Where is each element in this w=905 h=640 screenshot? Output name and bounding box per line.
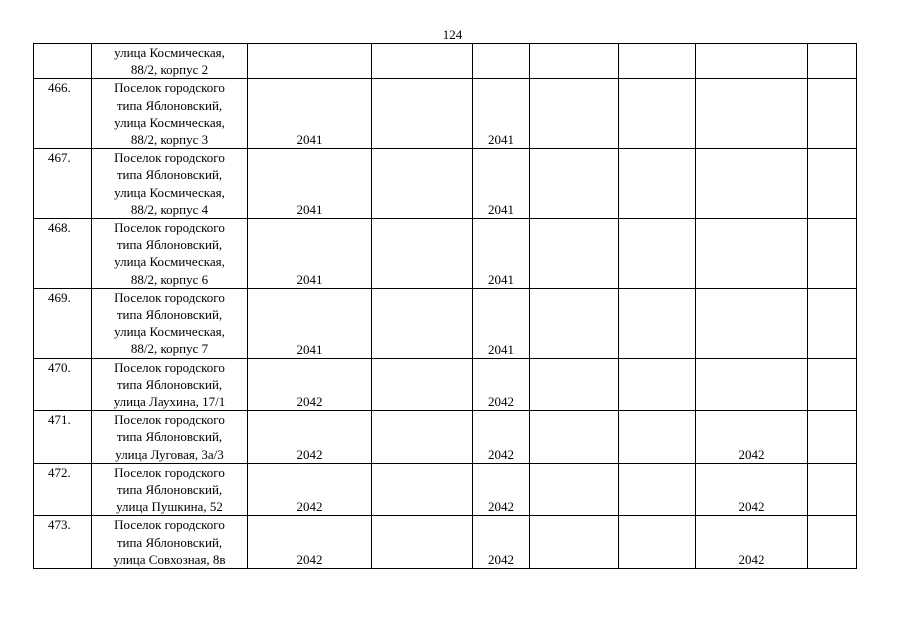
value-cell xyxy=(530,411,619,464)
address-line: Поселок городского xyxy=(114,517,225,533)
value-cell xyxy=(808,358,857,411)
row-number-cell xyxy=(34,44,92,79)
table-row xyxy=(34,516,857,569)
address-line: Поселок городского xyxy=(114,80,225,96)
value-cell xyxy=(530,358,619,411)
address-cell xyxy=(92,79,248,149)
address-line: 88/2, корпус 3 xyxy=(130,132,209,148)
value-cell xyxy=(248,44,372,79)
value-text: 2042 xyxy=(296,499,323,515)
value-text: 2042 xyxy=(296,394,323,410)
address-line: типа Яблоновский, xyxy=(116,97,223,113)
value-cell xyxy=(530,516,619,569)
value-cell xyxy=(619,44,696,79)
value-text: 2041 xyxy=(488,271,514,287)
value-cell xyxy=(372,79,473,149)
value-cell xyxy=(473,44,530,79)
address-cell xyxy=(92,358,248,411)
address-line: улица Космическая, xyxy=(114,324,225,340)
value-cell xyxy=(808,44,857,79)
table-body xyxy=(34,44,857,569)
value-cell xyxy=(808,463,857,516)
value-cell xyxy=(696,79,808,149)
value-text: 2041 xyxy=(296,271,323,287)
address-line: 88/2, корпус 2 xyxy=(130,62,209,78)
value-text: 2041 xyxy=(488,202,514,218)
address-line: Поселок городского xyxy=(114,464,225,480)
value-cell xyxy=(473,516,530,569)
address-line: 88/2, корпус 7 xyxy=(130,341,209,357)
address-cell xyxy=(92,149,248,219)
address-line: улица Космическая, xyxy=(114,114,225,130)
value-text: 2042 xyxy=(296,552,323,568)
value-cell xyxy=(372,358,473,411)
value-cell xyxy=(248,358,372,411)
value-cell xyxy=(372,288,473,358)
value-cell xyxy=(372,44,473,79)
row-number-cell: 471. xyxy=(34,411,92,464)
page-number: 124 xyxy=(442,27,463,42)
value-cell xyxy=(530,44,619,79)
row-number-cell: 468. xyxy=(34,219,92,289)
row-number-cell: 466. xyxy=(34,79,92,149)
address-line: типа Яблоновский, xyxy=(116,307,223,323)
value-cell xyxy=(248,463,372,516)
value-cell xyxy=(696,219,808,289)
value-cell xyxy=(619,411,696,464)
value-text: 2042 xyxy=(738,552,765,568)
value-text: 2042 xyxy=(738,499,765,515)
value-cell xyxy=(473,219,530,289)
table-row xyxy=(34,411,857,464)
address-line: улица Пушкина, 52 xyxy=(116,499,223,515)
address-line: 88/2, корпус 6 xyxy=(130,271,209,287)
table-row xyxy=(34,79,857,149)
value-cell xyxy=(248,79,372,149)
address-cell xyxy=(92,463,248,516)
value-cell xyxy=(808,411,857,464)
row-number-cell: 472. xyxy=(34,463,92,516)
value-cell xyxy=(808,149,857,219)
value-cell xyxy=(619,219,696,289)
table-row xyxy=(34,149,857,219)
value-cell xyxy=(248,149,372,219)
value-cell xyxy=(619,463,696,516)
address-line: улица Лаухина, 17/1 xyxy=(113,394,226,410)
value-cell xyxy=(372,463,473,516)
address-cell xyxy=(92,516,248,569)
value-text: 2041 xyxy=(488,132,514,148)
value-text: 2042 xyxy=(488,394,514,410)
address-line: Поселок городского xyxy=(114,412,225,428)
schedule-table xyxy=(33,43,857,569)
table-row xyxy=(34,358,857,411)
value-text: 2042 xyxy=(488,446,514,462)
address-line: Поселок городского xyxy=(114,150,225,166)
address-cell xyxy=(92,411,248,464)
address-line: улица Космическая, xyxy=(114,254,225,270)
value-cell xyxy=(530,463,619,516)
value-cell xyxy=(372,149,473,219)
table-row xyxy=(34,288,857,358)
value-text: 2042 xyxy=(488,499,514,515)
value-cell xyxy=(696,411,808,464)
row-number-cell: 470. xyxy=(34,358,92,411)
value-cell xyxy=(619,79,696,149)
value-cell xyxy=(473,463,530,516)
value-cell xyxy=(808,79,857,149)
address-line: улица Луговая, 3а/3 xyxy=(115,446,224,462)
table-row xyxy=(34,219,857,289)
row-number-cell: 467. xyxy=(34,149,92,219)
value-cell xyxy=(530,149,619,219)
address-line: Поселок городского xyxy=(114,220,225,236)
value-cell xyxy=(696,44,808,79)
value-cell xyxy=(473,358,530,411)
value-text: 2041 xyxy=(296,341,323,357)
value-cell xyxy=(619,288,696,358)
address-line: улица Космическая, xyxy=(114,45,225,60)
value-cell xyxy=(473,411,530,464)
value-cell xyxy=(530,79,619,149)
address-line: улица Космическая, xyxy=(114,184,225,200)
value-cell xyxy=(248,288,372,358)
value-cell xyxy=(530,219,619,289)
value-text: 2042 xyxy=(488,552,514,568)
value-cell xyxy=(248,516,372,569)
value-cell xyxy=(808,219,857,289)
value-cell xyxy=(619,358,696,411)
address-cell xyxy=(92,288,248,358)
value-cell xyxy=(808,516,857,569)
row-number-cell: 473. xyxy=(34,516,92,569)
value-cell xyxy=(696,358,808,411)
address-line: улица Совхозная, 8в xyxy=(113,551,226,567)
value-cell xyxy=(372,219,473,289)
value-cell xyxy=(372,516,473,569)
value-cell xyxy=(696,288,808,358)
address-line: типа Яблоновский, xyxy=(116,534,223,550)
address-cell xyxy=(92,219,248,289)
value-cell xyxy=(248,219,372,289)
value-text: 2041 xyxy=(296,132,323,148)
value-cell xyxy=(473,149,530,219)
address-line: Поселок городского xyxy=(114,289,225,305)
value-cell xyxy=(473,79,530,149)
value-cell xyxy=(372,411,473,464)
value-text: 2042 xyxy=(738,446,765,462)
value-cell xyxy=(696,516,808,569)
value-cell xyxy=(619,516,696,569)
address-line: Поселок городского xyxy=(114,359,225,375)
value-cell xyxy=(530,288,619,358)
value-text: 2041 xyxy=(296,202,323,218)
address-line: типа Яблоновский, xyxy=(116,429,223,445)
address-line: типа Яблоновский, xyxy=(116,237,223,253)
row-number-cell: 469. xyxy=(34,288,92,358)
value-cell xyxy=(696,463,808,516)
address-line: типа Яблоновский, xyxy=(116,167,223,183)
address-line: 88/2, корпус 4 xyxy=(130,201,209,217)
address-line: типа Яблоновский, xyxy=(116,482,223,498)
value-text: 2041 xyxy=(488,341,514,357)
table-row xyxy=(34,44,857,79)
value-cell xyxy=(808,288,857,358)
value-cell xyxy=(619,149,696,219)
value-text: 2042 xyxy=(296,446,323,462)
address-cell xyxy=(92,44,248,79)
value-cell xyxy=(248,411,372,464)
value-cell xyxy=(696,149,808,219)
address-line: типа Яблоновский, xyxy=(116,376,223,392)
value-cell xyxy=(473,288,530,358)
table-row xyxy=(34,463,857,516)
